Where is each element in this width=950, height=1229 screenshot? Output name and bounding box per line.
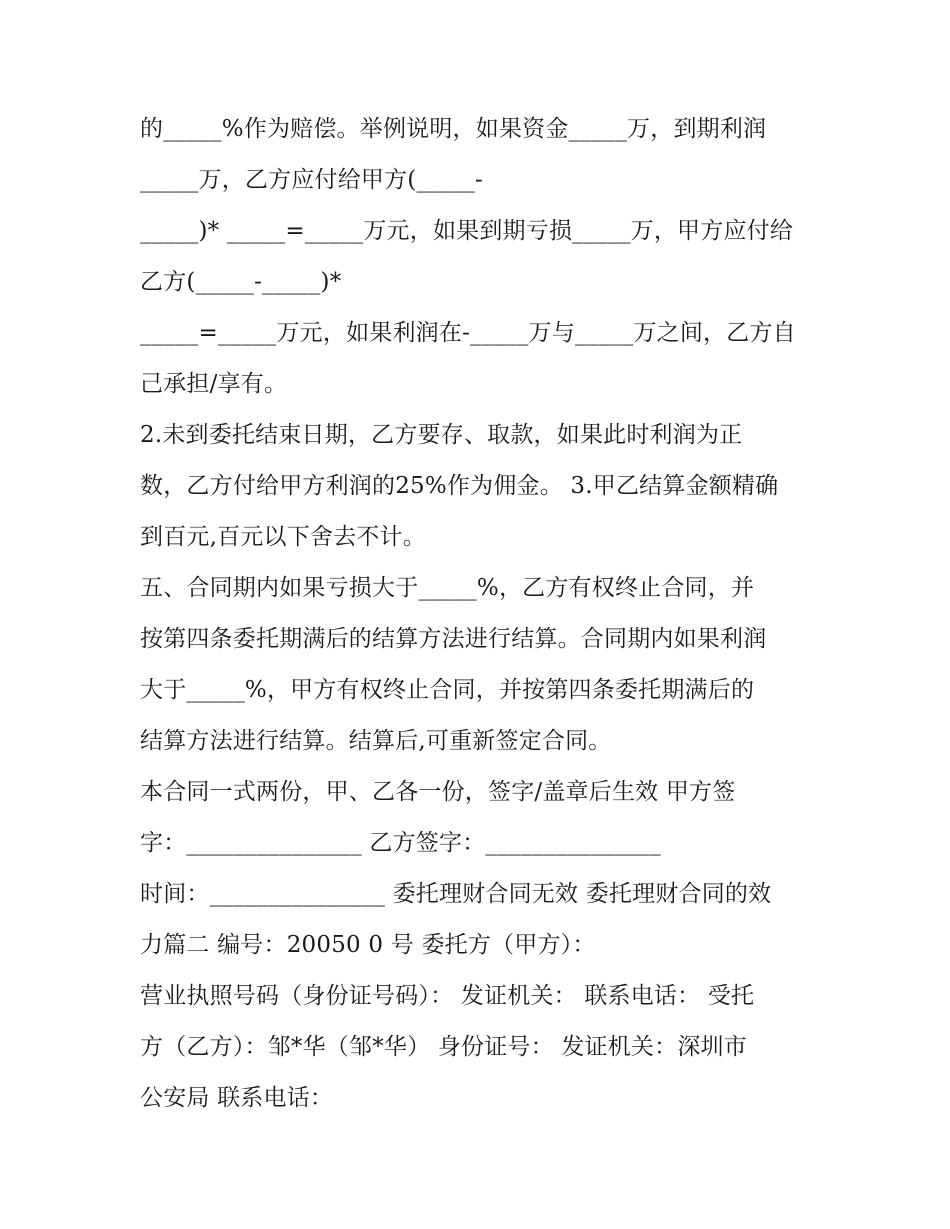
text-line: 结算方法进行结算。结算后,可重新签定合同。 [140, 728, 612, 754]
text-line: 到百元,百元以下舍去不计。 [140, 524, 426, 550]
text-line: 乙方(_____-_____)* [140, 269, 342, 295]
text-line: 方（乙方）：邹*华（邹*华） 身份证号： 发证机关：深圳市 [140, 1034, 747, 1060]
text-line: 的_____%作为赔偿。举例说明，如果资金_____万，到期利润 [140, 116, 767, 142]
text-line: 字：_______________ 乙方签字：_______________ [140, 830, 661, 856]
text-line: 数，乙方付给甲方利润的25%作为佣金。 3.甲乙结算金额精确 [140, 473, 779, 499]
text-line: 时间：_______________ 委托理财合同无效 委托理财合同的效 [140, 881, 772, 907]
text-line: 公安局 联系电话： [140, 1085, 334, 1111]
text-line: _____万，乙方应付给甲方(_____- [140, 167, 483, 193]
text-line: _____=_____万元，如果利润在-_____万与_____万之间，乙方自 [140, 320, 796, 346]
text-line: _____)* _____=_____万元，如果到期亏损_____万，甲方应付给 [140, 218, 794, 244]
text-line: 2.未到委托结束日期，乙方要存、取款，如果此时利润为正 [140, 422, 743, 448]
text-line: 营业执照号码（身份证号码）： 发证机关： 联系电话： 受托 [140, 983, 755, 1009]
text-line: 大于_____%，甲方有权终止合同，并按第四条委托期满后的 [140, 677, 755, 703]
text-line: 五、合同期内如果亏损大于_____%，乙方有权终止合同，并 [140, 575, 755, 601]
text-line: 力篇二 编号：20050 0 号 委托方（甲方）： [140, 932, 596, 958]
text-line: 本合同一式两份，甲、乙各一份，签字/盖章后生效 甲方签 [140, 779, 736, 805]
text-line: 己承担/享有。 [140, 371, 288, 397]
text-line: 按第四条委托期满后的结算方法进行结算。合同期内如果利润 [140, 626, 767, 652]
